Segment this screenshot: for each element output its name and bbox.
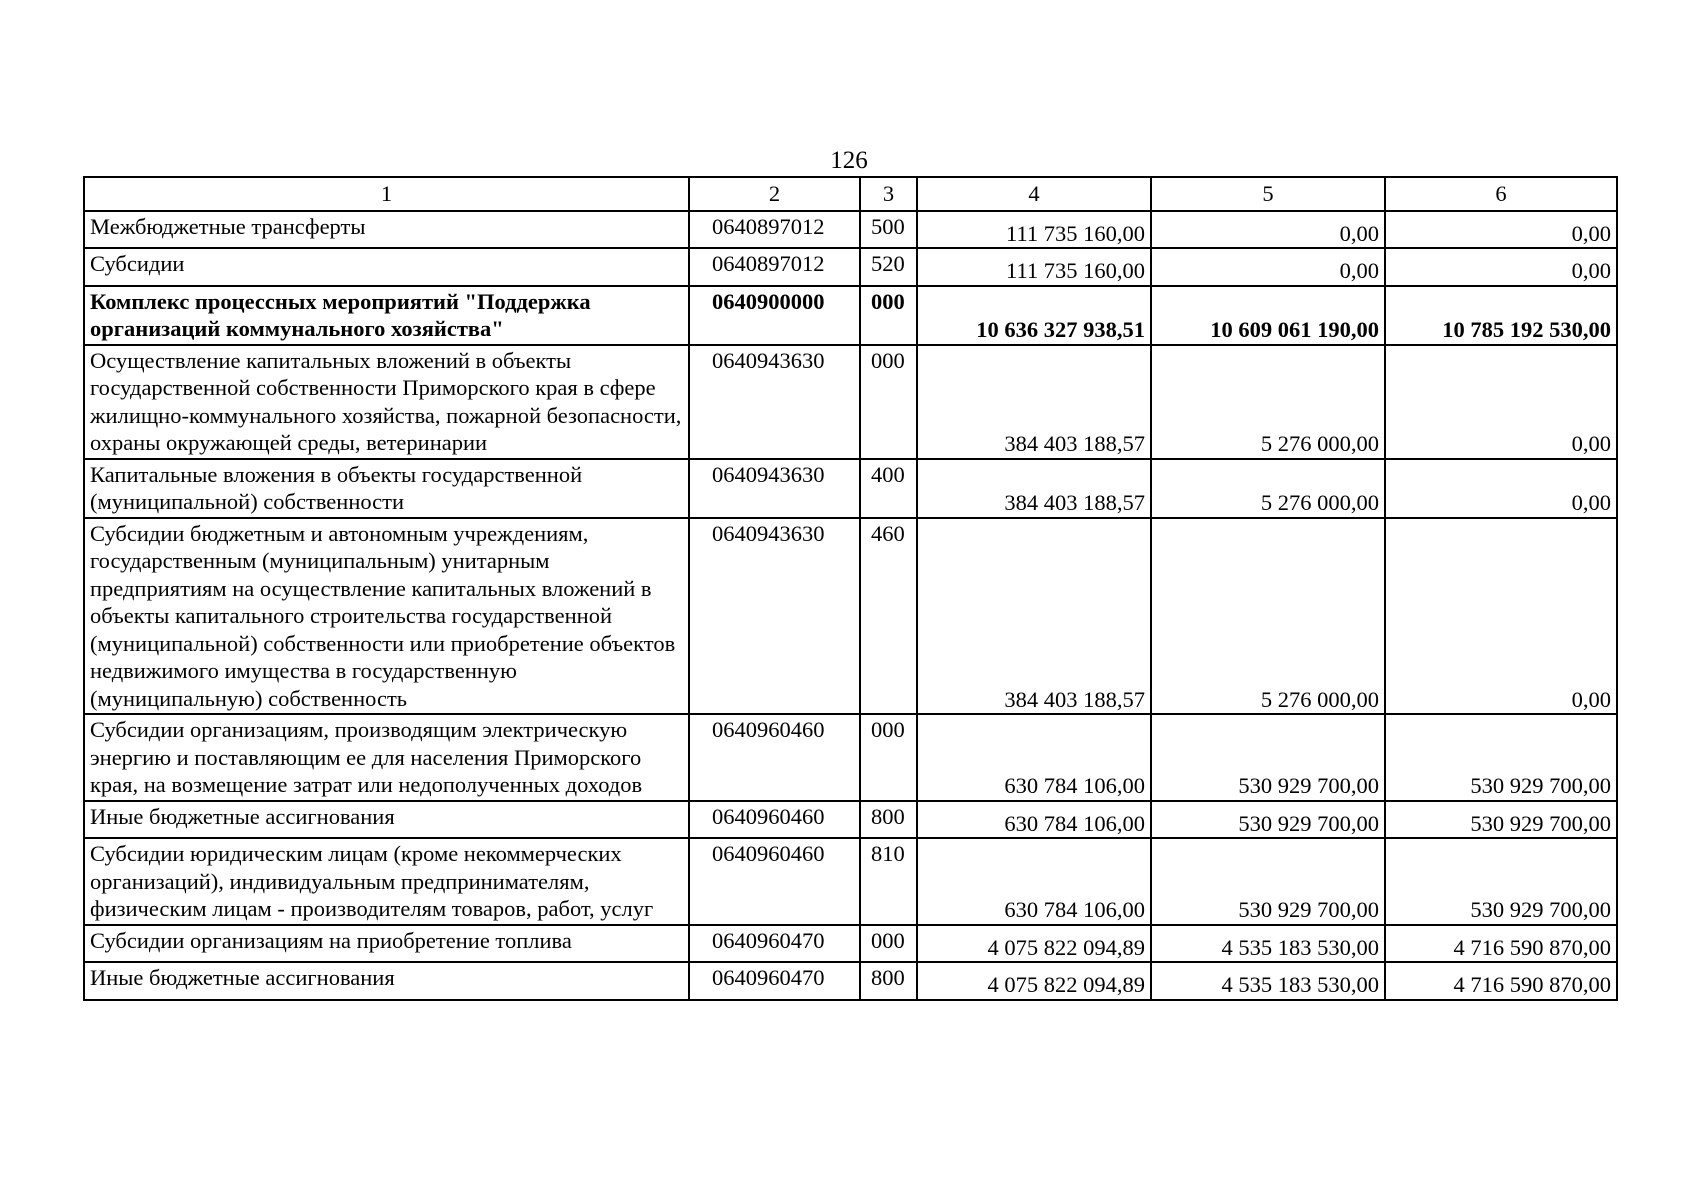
row-target-code: 0640900000	[689, 286, 860, 345]
row-name: Субсидии	[84, 248, 689, 286]
row-amount-col6: 530 929 700,00	[1385, 714, 1617, 801]
row-amount-col5: 530 929 700,00	[1151, 801, 1385, 839]
row-target-code: 0640960460	[689, 838, 860, 925]
row-target-code: 0640897012	[689, 211, 860, 249]
table-row	[84, 801, 1617, 839]
row-target-code: 0640943630	[689, 345, 860, 459]
table-header-row	[84, 177, 1617, 211]
row-amount-col5: 4 535 183 530,00	[1151, 962, 1385, 1000]
row-amount-col5: 0,00	[1151, 211, 1385, 249]
header-col-6: 6	[1385, 177, 1617, 211]
row-name: Капитальные вложения в объекты государственной (муниципальной) собственности	[84, 459, 689, 518]
row-amount-col6: 0,00	[1385, 211, 1617, 249]
row-expense-type: 810	[860, 838, 917, 925]
row-amount-col4: 384 403 188,57	[917, 518, 1151, 715]
row-expense-type: 500	[860, 211, 917, 249]
table-row	[84, 459, 1617, 518]
row-amount-col4: 630 784 106,00	[917, 801, 1151, 839]
row-amount-col4: 630 784 106,00	[917, 714, 1151, 801]
row-amount-col6: 0,00	[1385, 248, 1617, 286]
row-amount-col4: 111 735 160,00	[917, 248, 1151, 286]
row-name: Межбюджетные трансферты	[84, 211, 689, 249]
row-expense-type: 000	[860, 714, 917, 801]
row-expense-type: 460	[860, 518, 917, 715]
row-target-code: 0640960470	[689, 925, 860, 963]
row-amount-col5: 530 929 700,00	[1151, 714, 1385, 801]
row-name: Комплекс процессных мероприятий "Поддержка организаций коммунального хозяйства"	[84, 286, 689, 345]
table-row	[84, 714, 1617, 801]
row-amount-col6: 10 785 192 530,00	[1385, 286, 1617, 345]
row-expense-type: 800	[860, 962, 917, 1000]
header-col-5: 5	[1151, 177, 1385, 211]
budget-table	[83, 176, 1618, 1001]
row-name: Субсидии организациям, производящим электрическую энергию и поставляющим ее для населения Приморского края, на возмещение затрат или недополученных доходов	[84, 714, 689, 801]
row-amount-col6: 530 929 700,00	[1385, 838, 1617, 925]
row-expense-type: 400	[860, 459, 917, 518]
table-row	[84, 211, 1617, 249]
row-amount-col5: 5 276 000,00	[1151, 459, 1385, 518]
header-col-3: 3	[860, 177, 917, 211]
row-expense-type: 000	[860, 345, 917, 459]
row-amount-col4: 111 735 160,00	[917, 211, 1151, 249]
row-expense-type: 000	[860, 286, 917, 345]
row-name: Субсидии юридическим лицам (кроме некоммерческих организаций), индивидуальным предпринимателям, физическим лицам - производителям товаров, работ, услуг	[84, 838, 689, 925]
row-target-code: 0640897012	[689, 248, 860, 286]
row-amount-col5: 5 276 000,00	[1151, 345, 1385, 459]
row-amount-col5: 4 535 183 530,00	[1151, 925, 1385, 963]
row-amount-col5: 5 276 000,00	[1151, 518, 1385, 715]
row-name: Субсидии организациям на приобретение топлива	[84, 925, 689, 963]
row-name: Осуществление капитальных вложений в объекты государственной собственности Приморского края в сфере жилищно-коммунального хозяйства, пожарной безопасности, охраны окружающей среды, ветеринарии	[84, 345, 689, 459]
row-amount-col6: 4 716 590 870,00	[1385, 925, 1617, 963]
row-expense-type: 000	[860, 925, 917, 963]
row-name: Иные бюджетные ассигнования	[84, 962, 689, 1000]
table-row	[84, 345, 1617, 459]
row-name: Иные бюджетные ассигнования	[84, 801, 689, 839]
table-row	[84, 925, 1617, 963]
row-amount-col4: 384 403 188,57	[917, 459, 1151, 518]
header-col-4: 4	[917, 177, 1151, 211]
row-amount-col6: 0,00	[1385, 459, 1617, 518]
row-amount-col5: 530 929 700,00	[1151, 838, 1385, 925]
row-amount-col4: 4 075 822 094,89	[917, 962, 1151, 1000]
header-col-2: 2	[689, 177, 860, 211]
row-target-code: 0640960460	[689, 714, 860, 801]
table-row	[84, 838, 1617, 925]
table-row	[84, 962, 1617, 1000]
row-amount-col5: 10 609 061 190,00	[1151, 286, 1385, 345]
row-amount-col6: 530 929 700,00	[1385, 801, 1617, 839]
table-row	[84, 518, 1617, 715]
row-target-code: 0640960460	[689, 801, 860, 839]
row-amount-col4: 4 075 822 094,89	[917, 925, 1151, 963]
row-amount-col4: 384 403 188,57	[917, 345, 1151, 459]
row-target-code: 0640960470	[689, 962, 860, 1000]
row-amount-col5: 0,00	[1151, 248, 1385, 286]
row-expense-type: 520	[860, 248, 917, 286]
row-amount-col6: 4 716 590 870,00	[1385, 962, 1617, 1000]
row-amount-col4: 630 784 106,00	[917, 838, 1151, 925]
row-amount-col6: 0,00	[1385, 518, 1617, 715]
table-row	[84, 248, 1617, 286]
row-target-code: 0640943630	[689, 518, 860, 715]
row-name: Субсидии бюджетным и автономным учреждениям, государственным (муниципальным) унитарным предприятиям на осуществление капитальных вложений в объекты капитального строительства государственной (муниципальной) собственности или приобретение объектов недвижимого имущества в государственную (муниципальную) собственность	[84, 518, 689, 715]
row-expense-type: 800	[860, 801, 917, 839]
table-row	[84, 286, 1617, 345]
row-amount-col4: 10 636 327 938,51	[917, 286, 1151, 345]
row-target-code: 0640943630	[689, 459, 860, 518]
row-amount-col6: 0,00	[1385, 345, 1617, 459]
page-number: 126	[830, 147, 868, 174]
header-col-1: 1	[84, 177, 689, 211]
